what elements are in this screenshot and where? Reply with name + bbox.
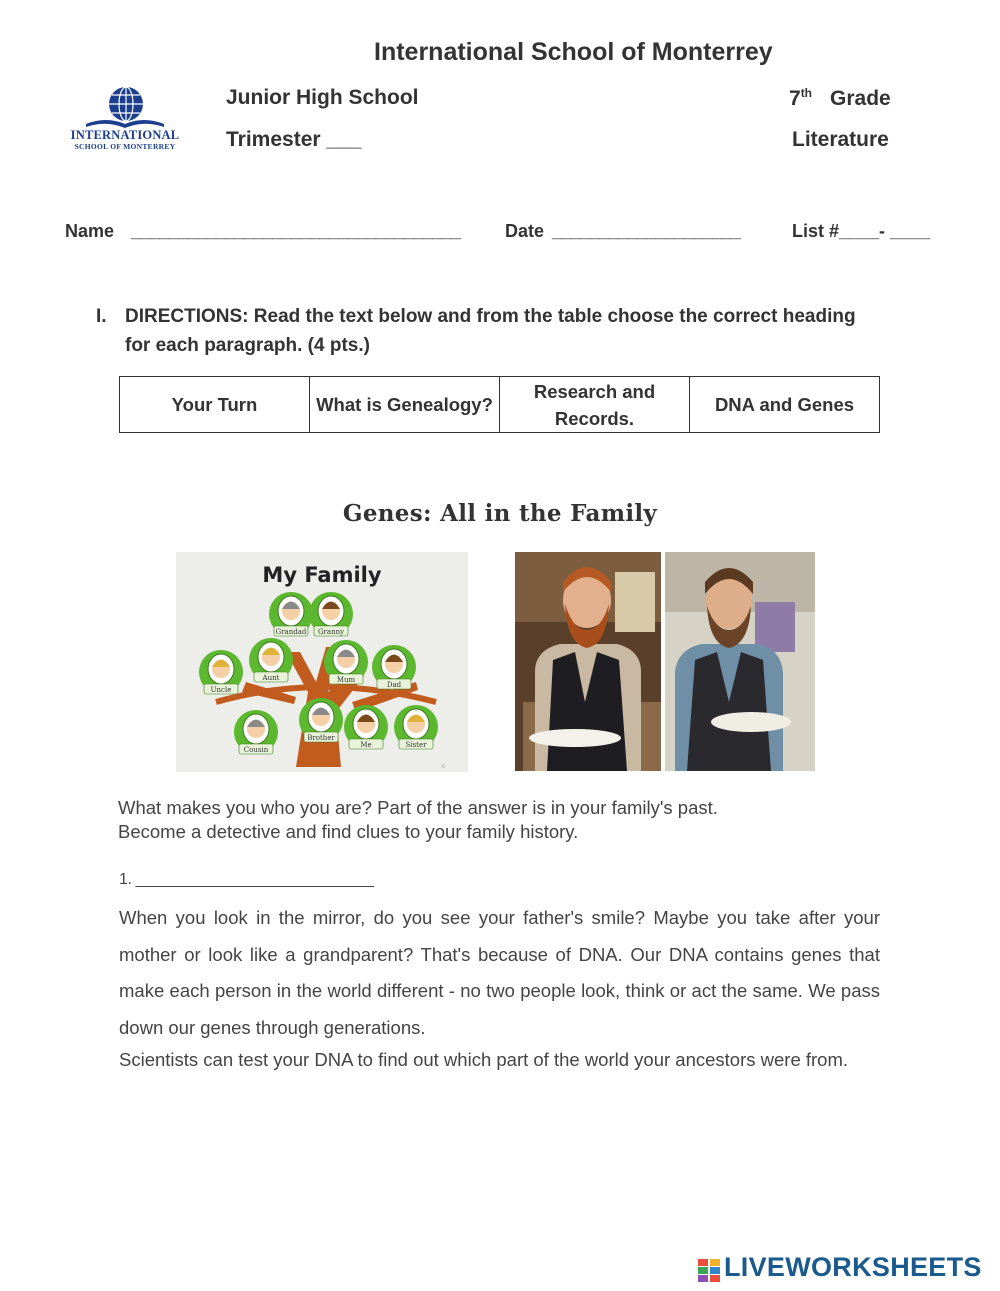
intro-line-1: What makes you who you are? Part of the answer is in your family's past.: [118, 797, 718, 818]
tree-member-label: Granny: [317, 628, 345, 636]
list-number-field[interactable]: List #____- ____: [792, 221, 931, 241]
article-title: Genes: All in the Family: [342, 500, 658, 527]
tree-member-brother: [299, 698, 343, 742]
heading-option-1: Your Turn: [120, 377, 310, 433]
directions: [96, 302, 896, 360]
headings-table: [119, 376, 880, 433]
tree-member-label: Sister: [405, 741, 427, 749]
logo-text-line2: SCHOOL OF MONTERREY: [74, 142, 176, 151]
grade-suffix: th: [800, 86, 813, 100]
logo-text-line1: INTERNATIONAL: [70, 128, 180, 142]
date-label: Date: [505, 221, 545, 241]
tree-member-me: [344, 705, 388, 749]
division-label: Junior High School: [226, 86, 419, 109]
family-tree-image: [176, 552, 468, 772]
tree-member-label: Dad: [386, 681, 402, 689]
tree-member-grandad: [269, 592, 313, 636]
liveworksheets-brand: LIVEWORKSHEETS: [724, 1252, 982, 1282]
tree-member-label: Mum: [336, 676, 356, 684]
tree-member-aunt: [249, 638, 293, 682]
liveworksheets-logo-icon: [698, 1259, 720, 1283]
subject-label: Literature: [792, 128, 889, 151]
date-blank[interactable]: ____________________: [552, 221, 741, 241]
tree-member-label: Me: [360, 741, 372, 749]
grade-number: 7: [789, 87, 801, 110]
tree-member-cousin: [234, 710, 278, 754]
tree-member-granny: [309, 592, 353, 636]
tree-member-label: Brother: [307, 734, 335, 742]
directions-number: I.: [96, 306, 107, 327]
tree-member-label: Cousin: [243, 746, 269, 754]
grade-label: [789, 86, 891, 111]
trimester-label: Trimester ___: [226, 128, 362, 151]
tree-member-label: Grandad: [275, 628, 307, 636]
grade-word: Grade: [830, 87, 891, 110]
intro-line-2: Become a detective and find clues to your family history.: [118, 821, 579, 842]
tree-title: My Family: [262, 563, 382, 587]
tree-member-label: Uncle: [210, 686, 232, 694]
heading-option-4: DNA and Genes: [690, 377, 880, 433]
father-son-photo: [515, 552, 815, 771]
heading-option-3: Research and Records.: [500, 377, 690, 433]
tree-member-mum: [324, 640, 368, 684]
tree-member-label: Aunt: [262, 674, 280, 682]
name-label: Name: [65, 221, 115, 241]
directions-text: DIRECTIONS: Read the text below and from the table choose the correct heading for each paragraph. (4 pts.): [125, 306, 856, 356]
answer-blank-1[interactable]: 1. ____________________________: [119, 871, 374, 888]
tree-member-sister: [394, 705, 438, 749]
tree-member-dad: [372, 645, 416, 689]
svg-text:©: ©: [441, 764, 446, 770]
school-title: International School of Monterrey: [374, 38, 773, 66]
tree-member-uncle: [199, 650, 243, 694]
paragraph-2: Scientists can test your DNA to find out which part of the world your ancestors were from.: [119, 1049, 849, 1070]
heading-option-2: What is Genealogy?: [310, 377, 500, 433]
paragraph-1: When you look in the mirror, do you see your father's smile? Maybe you take after your mother or look like a grandparent? That's because of DNA. Our DNA contains genes that make each person in the world different - no two people look, think or act the same. We pass down our genes through generations.: [119, 907, 880, 1038]
name-blank[interactable]: ___________________________________: [131, 221, 461, 241]
